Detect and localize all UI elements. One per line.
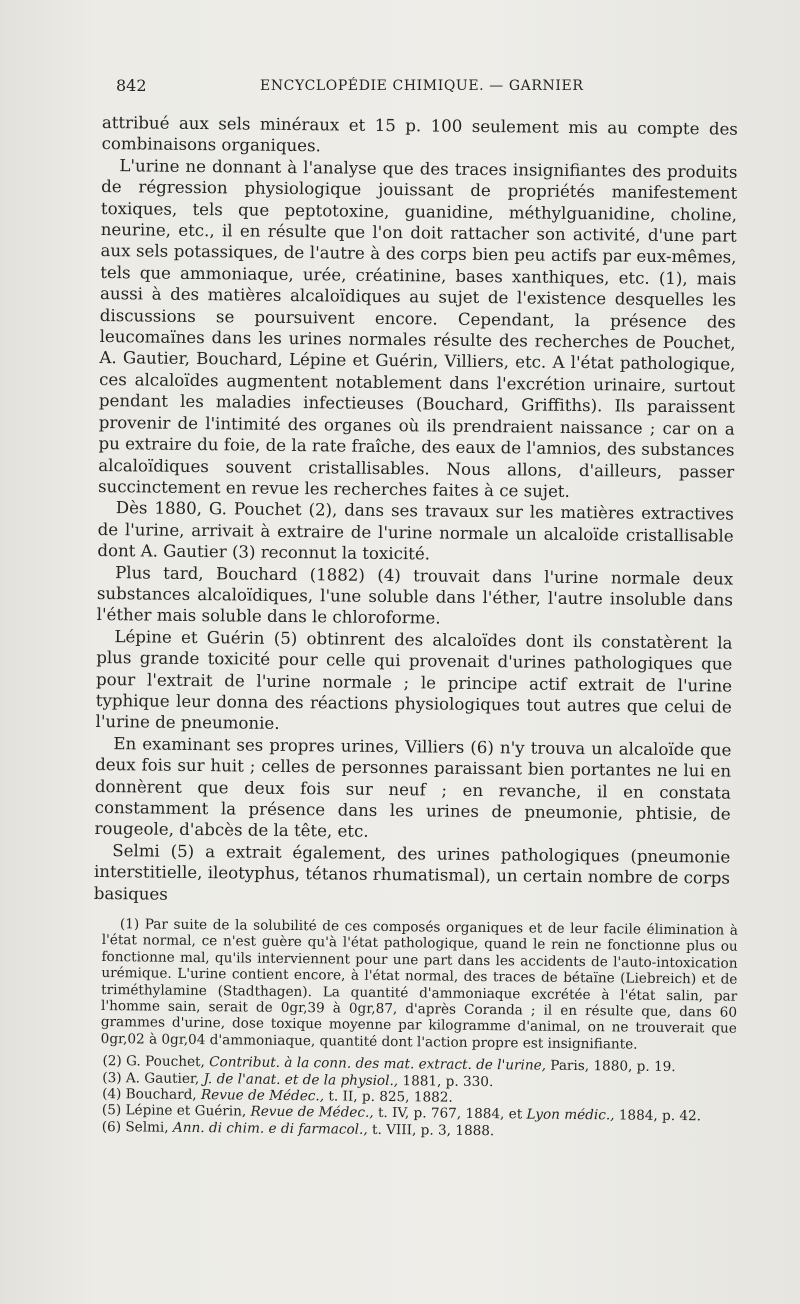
reference-author: Lépine et Guérin, — [125, 1102, 247, 1120]
reference-details: t. IV, p. 767, 1884, et — [377, 1105, 523, 1123]
reference-title: Revue de Médec., — [250, 1104, 374, 1122]
reference-details: t. VIII, p. 3, 1888. — [371, 1121, 495, 1139]
body-text — [94, 112, 738, 911]
reference-author: Selmi, — [125, 1119, 169, 1136]
paragraph: Dès 1880, G. Pouchet (2), dans ses travaux sur les matières extractives de l'urine, arrivait à extraire de l'urine normale un alcaloïde cristallisable dont A. Gautier (3) reconnut la toxicité. — [97, 498, 734, 564]
reference-details: Paris, 1880, p. 19. — [550, 1057, 676, 1076]
paragraph: Lépine et Guérin (5) obtinrent des alcaloïdes dont ils constatèrent la plus grande toxicité pour celle qui provenait d'urines pathologiques que pour l'extrait de l'urine normale ; le principe actif extrait de l'urine typhique leur donna des réactions physiologiques tout autres que celui de l'urine de pneumonie. — [95, 626, 733, 734]
reference-author: A. Gautier, — [125, 1069, 200, 1087]
paragraph: Plus tard, Bouchard (1882) (4) trouvait dans l'urine normale deux substances alcaloïdiques, l'une soluble dans l'éther, l'autre insoluble dans l'éther mais soluble dans le chloroforme. — [96, 562, 734, 628]
paragraph: attribué aux sels minéraux et 15 p. 100 seulement mis au compte des combinaisons organiques. — [101, 112, 738, 156]
page-number: 842 — [116, 76, 147, 95]
reference-number: (2) — [102, 1053, 122, 1070]
page-header — [100, 74, 740, 98]
paragraph: L'urine ne donnant à l'analyse que des traces insignifiantes des produits de régression physiologique jouissant de propriétés manifestement toxiques, tels que peptotoxine, guanidine, méthylguanidine, choline, neurine, etc., il en résulte que l'on doit rattacher son activité, d'une part aux sels potassiques, de l'autre à des corps bien peu actifs par eux-mêmes, tels que ammoniaque, urée, créatinine, bases xanthiques, etc. (1), mais aussi à des matières alcaloïdiques au sujet de l'existence desquelles les discussions se poursuivent encore. Cependant, la présence des leucomaïnes dans les urines normales résulte des recherches de Pouchet, A. Gautier, Bouchard, Lépine et Guérin, Villiers, etc. A l'état pathologique, ces alcaloïdes augmentent notablement dans l'excrétion urinaire, surtout pendant les maladies infectieuses (Bouchard, Griffiths). Ils paraissent provenir de l'intimité des organes où ils prendraient naissance ; car on a pu extraire du foie, de la rate fraîche, des eaux de l'amnios, des substances alcaloïdiques souvent cristallisables. Nous allons, d'ailleurs, passer succinctement en revue les recherches faites à ce sujet. — [97, 155, 738, 501]
reference-author: G. Pouchet, — [125, 1053, 205, 1071]
reference-number: (4) — [102, 1086, 122, 1103]
reference-number: (5) — [101, 1102, 122, 1119]
reference-title: Ann. di chim. e di farmacol., — [172, 1119, 368, 1138]
reference-number: (3) — [102, 1069, 122, 1086]
reference-author: Bouchard, — [125, 1086, 197, 1104]
reference-title: Lyon médic., — [526, 1106, 615, 1124]
running-head: ENCYCLOPÉDIE CHIMIQUE. — GARNIER — [260, 78, 584, 94]
reference-details: 1881, p. 330. — [402, 1072, 494, 1090]
footnote: (1) Par suite de la solubilité de ces composés organiques et de leur facile élimination à l'état normal, ce n'est guère qu'à l'état pathologique, quand le rein ne fonctionne plus ou fonctionne mal, qu'ils interviennent pour une part dans les accidents de l'auto-intoxication urémique. L'urine contient encore, à l'état normal, des traces de bétaïne (Liebreich) et de triméthylamine (Stadthagen). La quantité d'ammoniaque excrétée à l'état salin, par l'homme sain, serait de 0gr,39 à 0gr,87, d'après Coranda ; il en résulte que, dans 60 grammes d'urine, dose toxique moyenne par kilogramme d'animal, on ne trouverait que 0gr,02 à 0gr,04 d'ammoniaque, quantité dont l'action propre est insignifiante. — [100, 916, 738, 1053]
paragraph: Selmi (5) a extrait également, des urines pathologiques (pneumonie interstitielle, ileotyphus, tétanos rhumatismal), un certain nombre de corps basiques — [93, 840, 731, 904]
footnotes — [100, 916, 738, 1142]
reference-title: Revue de Médec., — [200, 1087, 325, 1105]
references — [100, 1053, 737, 1142]
reference-details: 1884, p. 42. — [618, 1107, 702, 1125]
reference-details: t. II, p. 825, 1882. — [328, 1088, 453, 1106]
reference-title: J. de l'anat. et de la physiol., — [203, 1070, 399, 1089]
paragraph: En examinant ses propres urines, Villiers (6) n'y trouva un alcaloïde que deux fois sur huit ; celles de personnes paraissant bien portantes ne lui en donnèrent que deux fois sur neuf ; en revanche, il en constata constamment la présence dans les urines de pneumonie, phtisie, de rougeole, d'abcès de la tête, etc. — [94, 733, 732, 842]
reference-title: Contribut. à la conn. des mat. extract. de l'urine, — [209, 1054, 547, 1074]
reference-number: (6) — [101, 1118, 122, 1136]
